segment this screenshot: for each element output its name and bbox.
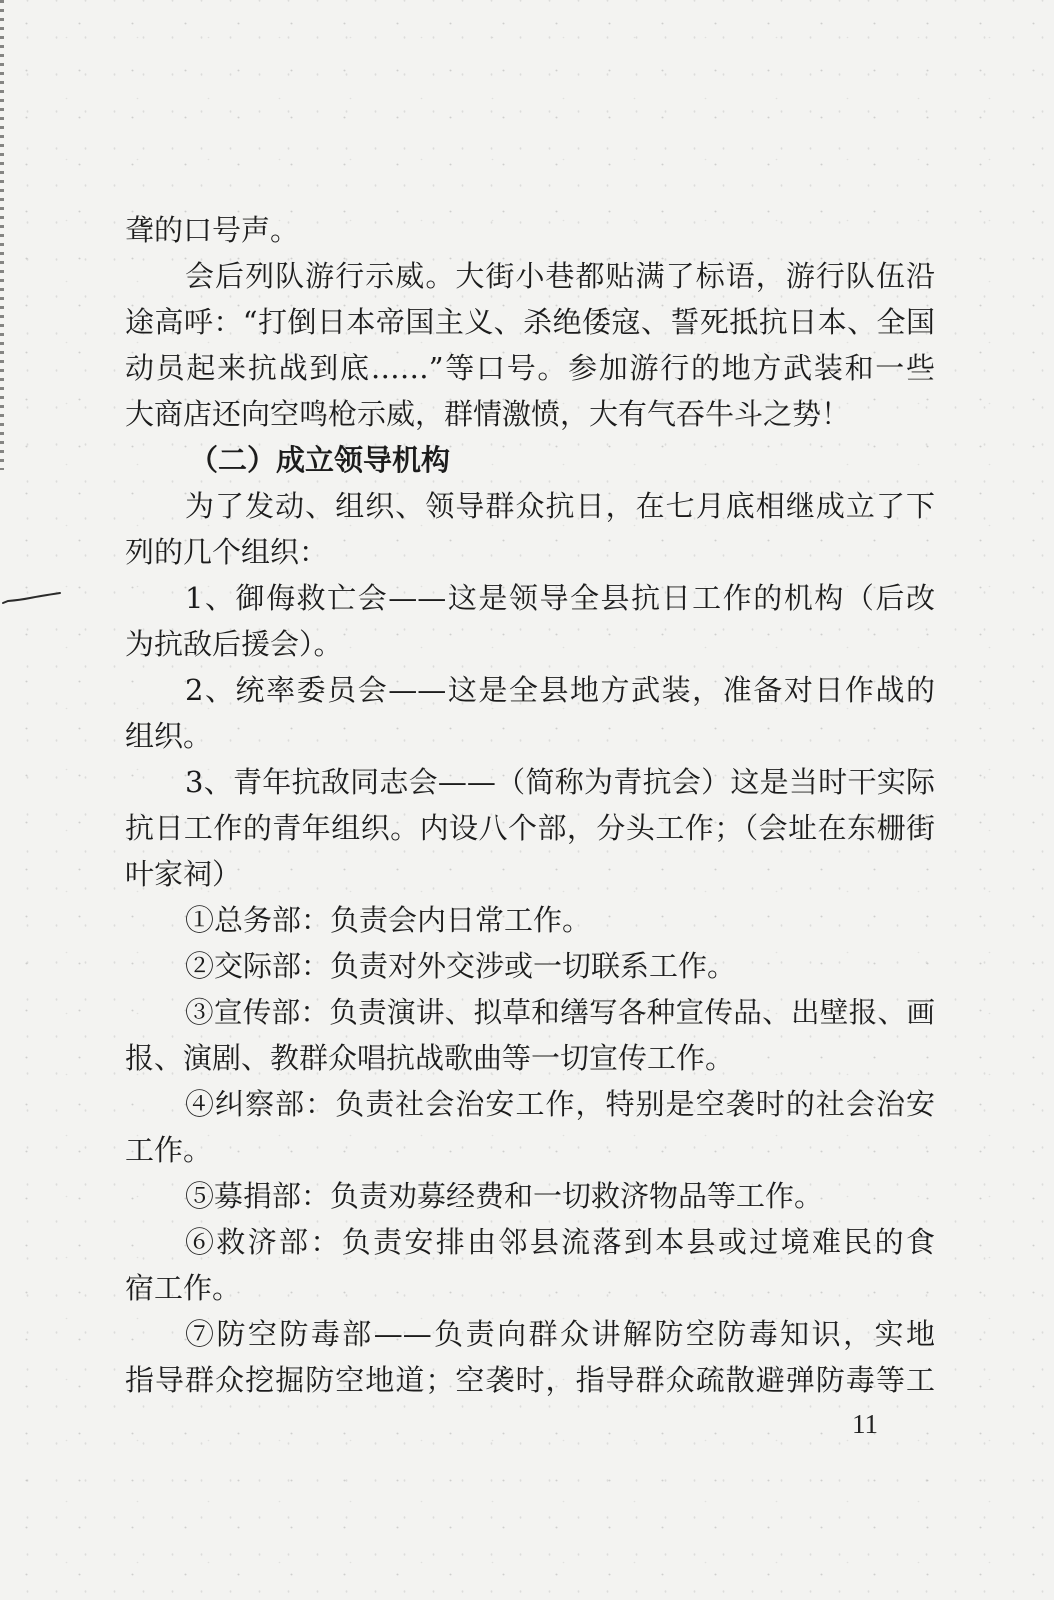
- text-line: ②交际部：负责对外交涉或一切联系工作。: [185, 949, 737, 983]
- department-item: [125, 1173, 935, 1219]
- page-number: 11: [852, 1409, 878, 1439]
- continued-paragraph: [125, 207, 935, 253]
- text-line: 为了发动、组织、领导群众抗日，在七月底相继成立了下: [185, 489, 935, 523]
- text-line: 为抗敌后援会）。: [125, 627, 343, 661]
- organization-item: [125, 575, 935, 667]
- text-line: 2、统率委员会——这是全县地方武装，准备对日作战的: [185, 673, 935, 707]
- text-line: 工作。: [125, 1133, 213, 1167]
- department-item: [125, 897, 935, 943]
- text-line: 途高呼：“打倒日本帝国主义、杀绝倭寇、誓死抵抗日本、全国: [125, 305, 935, 339]
- text-line: 宿工作。: [125, 1271, 242, 1305]
- text-line: ③宣传部：负责演讲、拟草和缮写各种宣传品、出壁报、画: [185, 995, 935, 1029]
- text-line: 大商店还向空鸣枪示威，群情激愤，大有气吞牛斗之势！: [125, 397, 851, 431]
- text-line: 报、演剧、教群众唱抗战歌曲等一切宣传工作。: [125, 1041, 735, 1075]
- department-item: [125, 1219, 935, 1311]
- text-line: ④纠察部：负责社会治安工作，特别是空袭时的社会治安: [185, 1087, 935, 1121]
- text-line: 抗日工作的青年组织。内设八个部，分头工作；（会址在东栅街: [125, 811, 935, 845]
- organization-item: [125, 667, 935, 759]
- text-line: 叶家祠）: [125, 857, 242, 891]
- text-line: 动员起来抗战到底……”等口号。参加游行的地方武装和一些: [125, 351, 935, 385]
- organization-item: [125, 759, 935, 897]
- department-item: [125, 1311, 935, 1403]
- text-line: 组织。: [125, 719, 213, 753]
- text-line: 会后列队游行示威。大街小巷都贴满了标语，游行队伍沿: [185, 259, 935, 293]
- text-line: ⑥救济部：负责安排由邻县流落到本县或过境难民的食: [185, 1225, 935, 1259]
- intro-paragraph: [125, 483, 935, 575]
- text-line: ⑤募捐部：负责劝募经费和一切救济物品等工作。: [185, 1179, 824, 1213]
- text-line: ⑦防空防毒部——负责向群众讲解防空防毒知识，实地: [185, 1317, 935, 1351]
- text-line: 指导群众挖掘防空地道；空袭时，指导群众疏散避弹防毒等工: [125, 1363, 935, 1397]
- department-item: [125, 1081, 935, 1173]
- text-line: 聋的口号声。: [125, 213, 300, 247]
- text-line: 列的几个组织：: [125, 535, 329, 569]
- department-item: [125, 989, 935, 1081]
- margin-pen-stroke: [0, 584, 80, 614]
- text-line: ①总务部：负责会内日常工作。: [185, 903, 592, 937]
- section-heading: （二）成立领导机构: [189, 443, 451, 477]
- text-line: 3、青年抗敌同志会——（简称为青抗会）这是当时干实际: [185, 765, 935, 799]
- text-line: 1、御侮救亡会——这是领导全县抗日工作的机构（后改: [185, 581, 935, 615]
- body-text: [125, 207, 935, 1403]
- department-item: [125, 943, 935, 989]
- scan-edge-shadow: [0, 0, 4, 470]
- parade-paragraph: [125, 253, 935, 437]
